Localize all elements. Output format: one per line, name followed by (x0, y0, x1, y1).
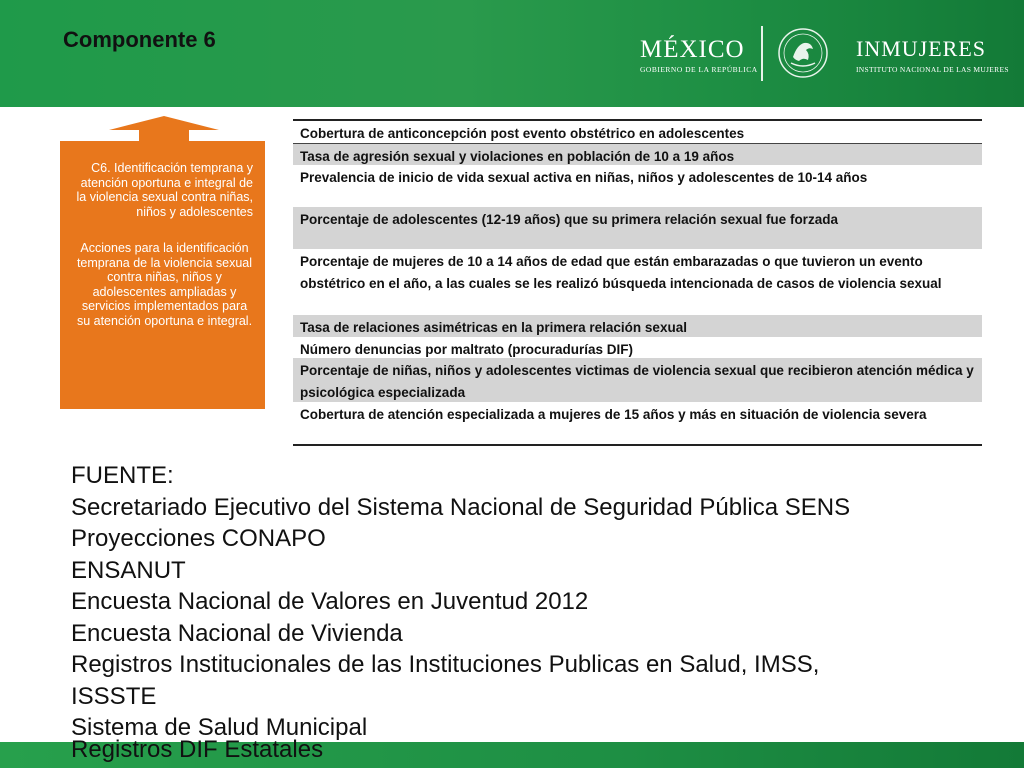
inmujeres-logo-subtitle: INSTITUTO NACIONAL DE LAS MUJERES (856, 65, 1009, 74)
indicator-row: Tasa de relaciones asimétricas en la primera relación sexual (293, 315, 982, 337)
indicator-row: Cobertura de anticoncepción post evento obstétrico en adolescentes (300, 126, 745, 141)
mexico-logo-subtitle: GOBIERNO DE LA REPÚBLICA (640, 65, 758, 74)
logo-divider (761, 26, 763, 81)
component-box (60, 141, 265, 409)
sources-heading: FUENTE: (71, 462, 174, 489)
up-arrow-icon (109, 116, 219, 144)
indicator-row: Tasa de agresión sexual y violaciones en población de 10 a 19 años (293, 143, 982, 165)
header-banner (0, 0, 1024, 107)
component-title: C6. Identificación temprana y atención oportuna e integral de la violencia sexual contra niñas, niños y adolescentes (76, 161, 253, 219)
source-item: Secretariado Ejecutivo del Sistema Nacional de Seguridad Pública SENS (71, 493, 851, 521)
inmujeres-logo (856, 36, 1009, 74)
indicator-row: Prevalencia de inicio de vida sexual activa en niñas, niños y adolescentes de 10-14 años (300, 170, 868, 185)
source-item: Encuesta Nacional de Valores en Juventud 2012 (71, 588, 589, 615)
mexico-logo-text: MÉXICO (640, 36, 745, 63)
national-seal-icon (777, 27, 829, 79)
inmujeres-logo-text: INMUJERES (856, 36, 987, 61)
mexico-logo (640, 36, 758, 74)
source-item: Registros Institucionales de las Instituciones Publicas en Salud, IMSS, ISSSTE (71, 651, 820, 710)
indicator-row: Número denuncias por maltrato (procuradurías DIF) (300, 342, 634, 357)
indicator-row: Cobertura de atención especializada a mujeres de 15 años y más en situación de violencia severa (300, 407, 927, 422)
indicator-row: Porcentaje de adolescentes (12-19 años) que su primera relación sexual fue forzada (293, 207, 982, 249)
page-title: Componente 6 (63, 27, 216, 52)
indicator-row: Porcentaje de mujeres de 10 a 14 años de edad que están embarazadas o que tuvieron un evento obstétrico en el año, a las cuales se les realizó búsqueda intencionada de casos de violencia sexual (300, 254, 942, 291)
source-item: Registros DIF Estatales (71, 736, 324, 763)
source-item: Encuesta Nacional de Vivienda (71, 619, 403, 647)
source-item: Sistema de Salud Municipal (71, 714, 368, 741)
indicators-table (293, 119, 982, 446)
indicator-row: Porcentaje de niñas, niños y adolescentes victimas de violencia sexual que recibieron atención médica y psicológica especializada (293, 358, 982, 402)
source-item: Proyecciones CONAPO (71, 525, 326, 552)
sources-list (71, 460, 891, 744)
component-description: Acciones para la identificación temprana de la violencia sexual contra niñas, niños y adolescentes ampliadas y servicios implementados para su atención oportuna e integral. (76, 241, 253, 328)
source-item: ENSANUT (71, 556, 186, 584)
